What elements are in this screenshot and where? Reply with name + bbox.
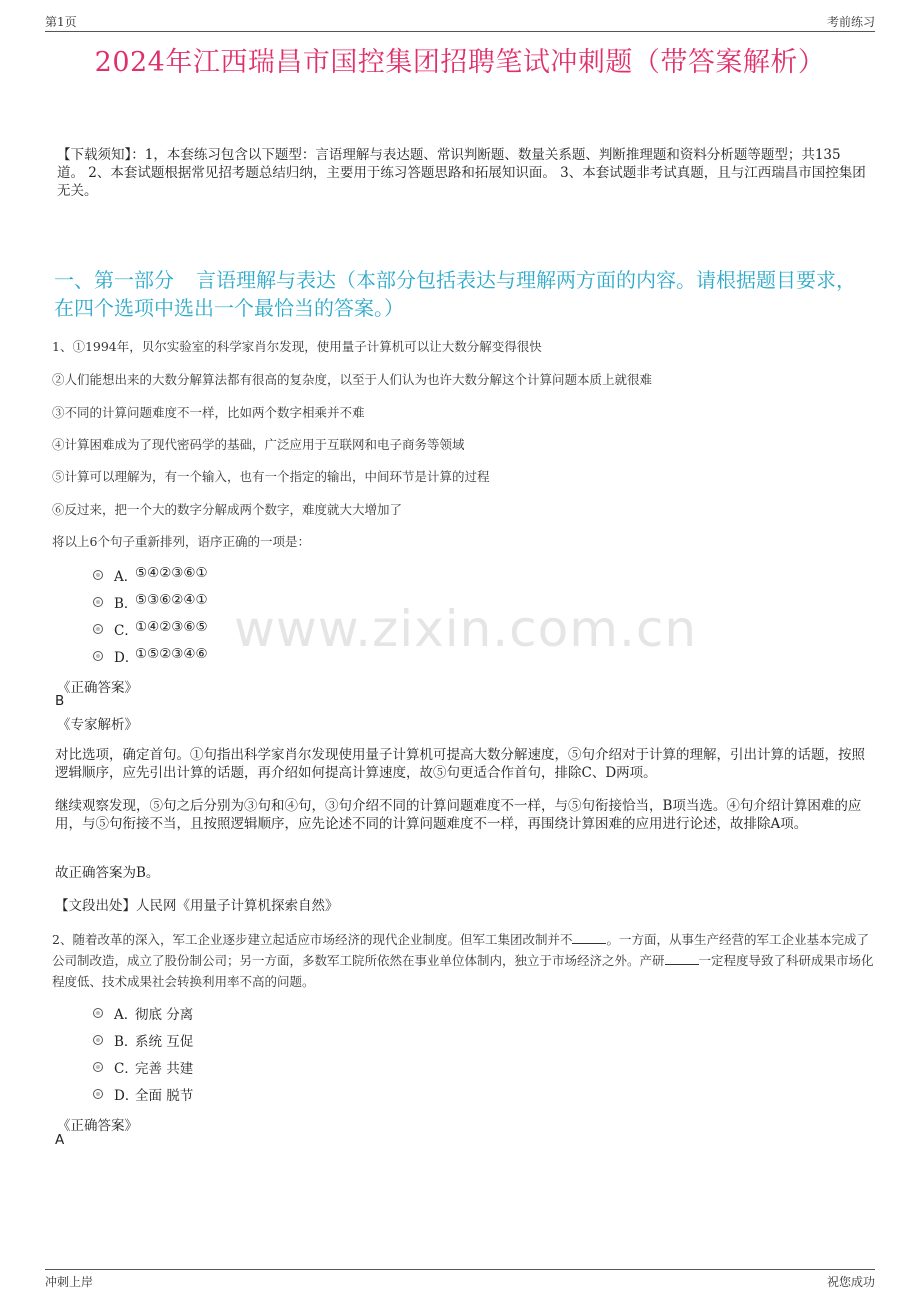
- q1-line-2: ②人们能想出来的大数分解算法都有很高的复杂度，以至于人们认为也许大数分解这个计算问题本质上就很难: [52, 372, 653, 387]
- header-label: 考前练习: [826, 15, 875, 29]
- option-text: 系统 互促: [135, 1034, 194, 1050]
- option-text: 完善 共建: [135, 1061, 194, 1077]
- q1-analysis-heading: 《专家解析》: [57, 717, 138, 733]
- option-label: C．: [114, 1061, 138, 1077]
- section-heading: [54, 266, 870, 322]
- q1-line-4: ④计算困难成为了现代密码学的基础，广泛应用于互联网和电子商务等领域: [52, 437, 465, 452]
- option-text: ①④②③⑥⑤: [135, 619, 208, 635]
- footer-left: 冲刺上岸: [45, 1275, 94, 1289]
- page-header: [45, 13, 875, 32]
- option-label: A．: [114, 569, 138, 585]
- radio-icon[interactable]: [93, 570, 103, 580]
- q2-text-a: 2、随着改革的深入，军工企业逐步建立起适应市场经济的现代企业制度。但军工集团改制并不: [52, 932, 573, 947]
- radio-icon[interactable]: [93, 1035, 103, 1045]
- option-label: B．: [114, 1034, 138, 1050]
- q1-prompt: 将以上6个句子重新排列，语序正确的一项是：: [52, 534, 310, 549]
- option-label: C．: [114, 623, 138, 639]
- page-footer: [45, 1269, 875, 1290]
- download-notice: 【下载须知】：1，本套练习包含以下题型：言语理解与表达题、常识判断题、数量关系题、判断推理题和资料分析题等题型；共135道。 2、本套试题根据常见招考题总结归纳，主要用于练习答题思路和拓展知识面。 3、本套试题非考试真题，且与江西瑞昌市国控集团无关。: [57, 147, 866, 199]
- q2-text-c: 一定程度导致了科研成果市场化程度低、技术成果社会转换利用率不高的问题。: [52, 953, 874, 989]
- watermark: www.zixin.com.cn: [234, 600, 698, 658]
- q2-stem: [52, 929, 874, 992]
- radio-icon[interactable]: [93, 651, 103, 661]
- q1-line-3: ③不同的计算问题难度不一样，比如两个数字相乘并不难: [52, 405, 365, 420]
- q1-analysis-para-2: 继续观察发现，⑤句之后分别为③句和④句，③句介绍不同的计算问题难度不一样，与⑤句衔接恰当，B项当选。④句介绍计算困难的应用，与⑤句衔接不当，且按照逻辑顺序，应先论述不同的计算问题难度不一样，再围绕计算困难的应用进行论述，故排除A项。: [55, 798, 862, 832]
- q1-analysis-conclusion: 故正确答案为B。: [55, 865, 160, 881]
- section-text: 言语理解与表达（本部分包括表达与理解两方面的内容。请根据题目要求，在四个选项中选出一个最恰当的答案。）: [54, 268, 856, 320]
- option-label: A．: [114, 1007, 138, 1023]
- option-text: ①⑤②③④⑥: [135, 646, 208, 662]
- blank-line: [572, 931, 606, 944]
- radio-icon[interactable]: [93, 1008, 103, 1018]
- q1-answer-heading: 《正确答案》: [57, 680, 138, 696]
- option-label: B．: [114, 596, 138, 612]
- radio-icon[interactable]: [93, 1089, 103, 1099]
- footer-right: 祝您成功: [826, 1275, 875, 1289]
- option-label: D．: [114, 650, 139, 666]
- q1-answer: B: [55, 693, 65, 709]
- document-title: 2024年江西瑞昌市国控集团招聘笔试冲刺题（带答案解析）: [94, 47, 826, 78]
- q1-line-1: 1、①1994年，贝尔实验室的科学家肖尔发现，使用量子计算机可以让大数分解变得很快: [52, 339, 542, 354]
- q2-text-b: 。一方面，从事生产经营的军工企业基本完成了公司制改造，成立了股份制公司；另一方面，多数军工院所依然在事业单位体制内，独立于市场经济之外。产研: [52, 932, 869, 968]
- q1-line-6: ⑥反过来，把一个大的数字分解成两个数字，难度就大大增加了: [52, 502, 403, 517]
- option-text: 全面 脱节: [135, 1088, 194, 1104]
- radio-icon[interactable]: [93, 624, 103, 634]
- q1-source: 【文段出处】人民网《用量子计算机探索自然》: [55, 898, 339, 914]
- section-label: 一、第一部分: [54, 268, 174, 292]
- option-text: ⑤③⑥②④①: [135, 592, 208, 608]
- radio-icon[interactable]: [93, 597, 103, 607]
- option-text: ⑤④②③⑥①: [135, 565, 208, 581]
- page-number: 第1页: [45, 15, 77, 29]
- q1-line-5: ⑤计算可以理解为，有一个输入，也有一个指定的输出，中间环节是计算的过程: [52, 469, 490, 484]
- q2-answer: A: [55, 1132, 65, 1148]
- blank-line: [665, 952, 699, 965]
- q2-answer-heading: 《正确答案》: [57, 1118, 138, 1134]
- radio-icon[interactable]: [93, 1062, 103, 1072]
- q1-analysis-para-1: 对比选项，确定首句。①句指出科学家肖尔发现使用量子计算机可提高大数分解速度，⑤句介绍对于计算的理解，引出计算的话题，按照逻辑顺序，应先引出计算的话题，再介绍如何提高计算速度，故⑤句更适合作首句，排除C、D两项。: [55, 747, 865, 781]
- option-label: D．: [114, 1088, 139, 1104]
- option-text: 彻底 分离: [135, 1007, 194, 1023]
